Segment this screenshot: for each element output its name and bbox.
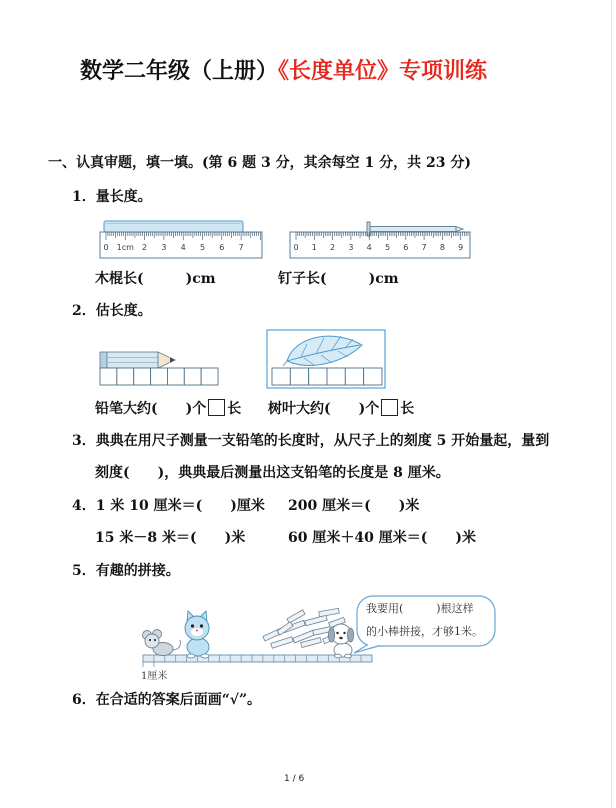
dog-eye (336, 632, 338, 634)
unit-square-symbol (381, 399, 398, 416)
ruler-tick-label: 0 (293, 243, 299, 252)
unit-square (167, 368, 184, 385)
q4-item-a: 4．1 米 10 厘米＝( )厘米 (72, 498, 265, 514)
unit-square (100, 368, 117, 385)
ruler-tick-label: 2 (330, 243, 336, 252)
ruler-tick-label: 9 (458, 243, 464, 252)
q4-item-d: 60 厘米＋40 厘米＝( )米 (288, 530, 476, 546)
mouse-head (145, 634, 159, 648)
nail-tip (456, 227, 463, 232)
q3-line1: 3．典典在用尺子测量一支铅笔的长度时，从尺子上的刻度 5 开始量起，量到 (72, 433, 550, 449)
unit-square (327, 368, 345, 385)
unit-square (345, 368, 363, 385)
q2-answer-pencil (95, 399, 241, 418)
ruler-tick-label: 6 (219, 243, 225, 252)
dog-figure (328, 624, 353, 658)
ruler-tick-label: 1 (311, 243, 317, 252)
dog-foot (345, 654, 352, 658)
page-title (80, 58, 487, 86)
cat-nose (196, 630, 198, 632)
ruler-tick-label: 5 (199, 243, 206, 252)
q1-answer-nail: 钉子长( )cm (278, 271, 399, 287)
small-stick (319, 608, 340, 616)
wooden-stick (104, 221, 243, 232)
unit-square (184, 368, 201, 385)
unit-square-symbol (208, 399, 225, 416)
unit-square (151, 368, 168, 385)
nail-shaft (370, 227, 456, 232)
cat-eye (200, 624, 203, 627)
title-red-part: 《长度单位》专项训练 (278, 59, 488, 84)
section-heading: 一、认真审题，填一填。(第 6 题 3 分，其余每空 1 分，共 23 分) (48, 155, 471, 171)
ruler-tick-label: 7 (238, 243, 244, 252)
mouse-figure (143, 630, 181, 656)
ruler-tick-label: 7 (421, 243, 427, 252)
unit-square (201, 368, 218, 385)
pencil-drawing (100, 352, 175, 368)
ruler-tick-label: 3 (348, 243, 354, 252)
cat-muzzle (191, 628, 203, 636)
unit-square (134, 368, 151, 385)
pencil-end (100, 352, 107, 368)
q1-answer-stick: 木棍长( )cm (95, 271, 216, 287)
cat-figure (185, 611, 209, 658)
rulers-figure (95, 214, 475, 262)
ruler-tick-label: 4 (180, 243, 186, 252)
unit-square (272, 368, 290, 385)
ruler-tick-label: 8 (439, 243, 445, 252)
ruler-tick-label: 5 (384, 243, 391, 252)
ruler-left (100, 221, 262, 258)
q5-label: 5．有趣的拼接。 (72, 563, 180, 579)
ruler-tick-label: 2 (142, 243, 148, 252)
dog-eye (343, 632, 345, 634)
cat-foot (187, 654, 195, 658)
q3-line2: 刻度( )，典典最后测量出这支铅笔的长度是 8 厘米。 (95, 465, 450, 481)
ruler-tick-label: 3 (161, 243, 167, 252)
unit-label: 1厘米 (141, 671, 168, 682)
dog-ear (328, 628, 334, 642)
speech-bubble-tail (354, 645, 380, 654)
ruler-tick-label: 4 (366, 243, 372, 252)
dog-nose (339, 637, 343, 639)
page-edge-line (611, 0, 612, 808)
cat-foot (201, 654, 209, 658)
small-stick (305, 615, 328, 626)
cat-body (187, 638, 209, 656)
ruler-tick-label: 6 (403, 243, 409, 252)
ruler-tick-label: 1cm (116, 243, 134, 252)
unit-square (309, 368, 327, 385)
speech-bubble (354, 596, 495, 653)
q2-pencil-suffix: 长 (227, 401, 242, 417)
mouse-tail (173, 640, 180, 650)
q6-label: 6．在合适的答案后面画“√”。 (72, 692, 262, 708)
ruler-right (290, 222, 470, 258)
unit-square (364, 368, 382, 385)
q2-leaf-prefix: 树叶大约( )个 (268, 401, 380, 417)
unit-square (290, 368, 308, 385)
q2-pencil-prefix: 铅笔大约( )个 (95, 401, 207, 417)
q4-item-c: 15 米－8 米＝( )米 (95, 530, 246, 546)
bubble-line1: 我要用( )根这样 (366, 602, 474, 615)
dog-ear (347, 628, 353, 642)
mouse-eye (154, 639, 156, 641)
page-number: 1 / 6 (284, 774, 305, 784)
small-stick (271, 637, 293, 649)
pencil-body (107, 352, 158, 368)
q2-leaf-suffix: 长 (400, 401, 415, 417)
pencil-lead (170, 358, 175, 363)
leaf-unit-squares (272, 368, 382, 385)
bubble-line2: 的小棒拼接，才够1米。 (366, 625, 483, 638)
cat-eye (191, 624, 194, 627)
splicing-illustration (135, 590, 500, 685)
q1-label: 1．量长度。 (72, 189, 152, 205)
mouse-eye (149, 639, 151, 641)
estimate-figure (95, 325, 395, 391)
title-black-part: 数学二年级（上册） (80, 59, 279, 84)
q2-label: 2．估长度。 (72, 303, 152, 319)
q4-item-b: 200 厘米＝( )米 (288, 498, 420, 514)
unit-square (117, 368, 134, 385)
ruler-tick-label: 0 (103, 243, 109, 252)
q2-answer-leaf (268, 399, 414, 418)
dog-foot (335, 654, 342, 658)
pencil-unit-squares (100, 368, 218, 385)
